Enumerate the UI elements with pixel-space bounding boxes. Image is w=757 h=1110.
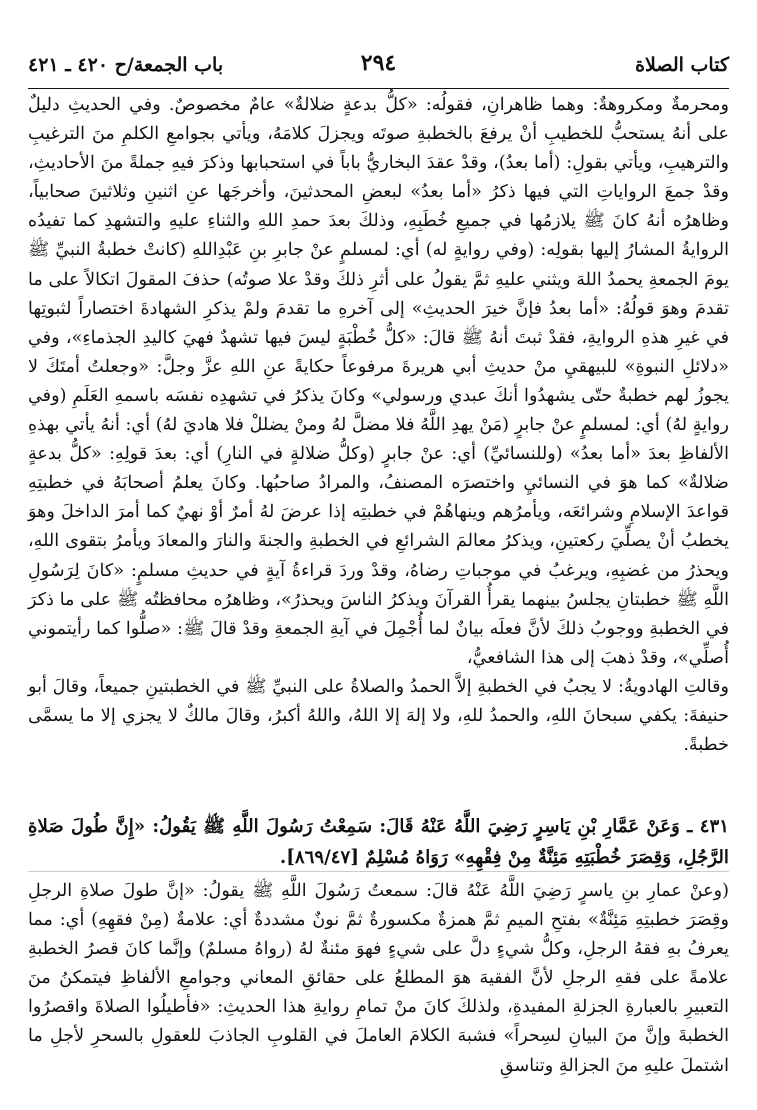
page-number: ٢٩٤	[360, 50, 397, 76]
chapter-title: باب الجمعة/ح ٤٢٠ ـ ٤٢١	[28, 54, 224, 76]
divider	[28, 871, 729, 872]
book-title: كتاب الصلاة	[635, 54, 729, 76]
page-header	[28, 50, 729, 84]
hadith-text: ٤٣١ ـ وَعَنْ عَمَّارِ بْنِ يَاسِرٍ رَضِيَ اللَّهُ عَنْهُ قَالَ: سَمِعْتُ رَسُولَ اللَّهِ ﷺ يَقُولُ: «إِنَّ طُولَ صَلاةِ الرَّجُلِ، وَقِصَرَ خُطْبَتِهِ مَئِنَّةٌ مِنْ فِقْهِهِ» رَوَاهُ مُسْلِمٌ [٨٦٩/٤٧].	[28, 816, 729, 868]
hadith-explanation: (وعنْ عمارِ بنِ ياسرٍ رَضِيَ اللَّهُ عَنْهُ قالَ: سمعتُ رَسُولَ اللَّهِ ﷺ يقولُ: «إنَّ طولَ صلاةِ الرجلِ وقِصَرَ خطبتِهِ مَئِنَّةٌ» بفتحِ الميمِ ثمَّ همزةٌ مكسورةٌ ثمَّ نونٌ مشددةٌ أي: علامةٌ (مِنْ فقهِهِ) أي: مما يعرفُ بهِ فقهُ الرجلِ، وكلُّ شيءٍ دلَّ على شيءٍ فهوَ مئنةٌ لهُ (رواهُ مسلمٌ) وإنَّما كانَ قصرُ الخطبةِ علامةً على فقهِ الرجلِ لأنَّ الفقيهَ هوَ المطلعُ على حقائقِ المعاني وجوامعِ الألفاظِ فيتمكنُ منَ التعبيرِ بالعبارةِ الجزلةِ المفيدةِ، ولذلكَ كانَ منْ تمامِ روايةِ هذا الحديثِ: «فأطيلُوا الصلاةَ واقصرُوا الخطبةَ وإنَّ منَ البيانِ لسِحراً» فشبهَ الكلامَ العاملَ في القلوبِ الجاذبَ للعقولِ بالسحرِ لأجلِ ما اشتملَ عليهِ منَ الجزالةِ وتناسقِ	[28, 881, 729, 1076]
commentary-paragraph: وقالتِ الهادويةُ: لا يجبُ في الخطبةِ إلاَّ الحمدُ والصلاةُ على النبيِّ ﷺ في الخطبتينِ جميعاً، وقالَ أبو حنيفةَ: يكفي سبحانَ اللهِ، والحمدُ للهِ، ولا إلهَ إلا اللهُ، واللهُ أكبرُ، وقالَ مالكٌ لا يجزي إلا ما يسمَّى خطبةً.	[28, 676, 729, 756]
commentary-block	[28, 91, 729, 760]
header-rule	[28, 88, 729, 89]
commentary-paragraph: ومحرمةٌ ومكروهةٌ: وهما ظاهرانِ، فقولُه: «كلُّ بدعةٍ ضلالةٌ» عامٌ مخصوصٌ. وفي الحديثِ دليلٌ على أنهُ يستحبُّ للخطيبِ أنْ يرفعَ بالخطبةِ صوتَه ويجزلَ كلامَهُ، ويأتي بجوامعِ الكلمِ منَ الترغيبِ والترهيبِ، ويأتي بقولِ: (أما بعدُ)، وقدْ عقدَ البخاريُّ باباً في استحبابها وذكرَ فيهِ جملةً منَ الأحاديثِ، وقدْ جمعَ الرواياتِ التي فيها ذكرُ «أما بعدُ» لبعضِ المحدثينَ، وأخرجَها عنِ اثنينِ وثلاثينَ صحابياً، وظاهرُه أنهُ كانَ ﷺ يلازمُها في جميعِ خُطَبِهِ، وذلكَ بعدَ حمدِ اللهِ والثناءِ عليهِ والتشهدِ كما تفيدُه الروايةُ المشارُ إليها بقولِه: (وفي روايةٍ له) أي: لمسلمٍ عنْ جابرِ بنِ عَبْدِاللهِ (كانتْ خطبةُ النبيِّ ﷺ يومَ الجمعةِ يحمدُ اللهَ ويثني عليهِ ثمَّ يقولُ على أثرِ ذلكَ وقدْ علا صوتُه) حذفَ المقولَ اتكالاً على ما تقدمَ وهوَ قولُهُ: «أما بعدُ فإنَّ خيرَ الحديثِ» إلى آخرهِ ما تقدمَ ولمْ يذكرِ الشهادةَ اختصاراً لثبوتِها في غيرِ هذهِ الروايةِ، فقدْ ثبتَ أنهُ ﷺ قالَ: «كلُّ خُطْبَةٍ ليسَ فيها تشهدٌ فهيَ كاليدِ الجذماءِ»، وفي «دلائلِ النبوةِ» للبيهقيِ منْ حديثِ أبي هريرةَ مرفوعاً حكايةً عنِ اللهِ عزَّ وجلَّ: «وجعلتُ أمتَكَ لا يجوزُ لهم خطبةٌ حتّى يشهدُوا أنكَ عبدي ورسولي» وكانَ يذكرُ في تشهدِه نفسَه باسمهِ العَلَمِ (وفي روايةٍ لهُ) أي: لمسلمٍ عنْ جابرٍ (مَنْ يهدِ اللَّهُ فلا مضلَّ لهُ ومنْ يضللْ فلا هاديَ لهُ) أي: أنهُ يأتي بهذهِ الألفاظِ بعدَ «أما بعدُ» (وللنسائيِّ) أي: عنْ جابرٍ (وكلُّ ضلالةٍ في النارِ) أي: بعدَ قولِهِ: «كلُّ بدعةٍ ضلالةٌ» كما هوَ في النسائيِ واختصرَه المصنفُ، والمرادُ صاحبُها. وكانَ يعلمُ أصحابَهُ في خطبتِهِ قواعدَ الإسلامِ وشرائعَه، ويأمرُهم وينهاهُمْ في خطبتِه إذا عرضَ لهُ أمرٌ أوْ نهيٌ كما أمرَ الداخلَ وهوَ يخطبُ أنْ يصلِّيَ ركعتينِ، ويذكرُ معالمَ الشرائعِ في الخطبةِ والجنةَ والنارَ والمعادَ ويأمرُ بتقوى اللهِ، ويحذرُ من غضبِهِ، ويرغبُ في موجباتِ رضاهُ، وقدْ وردَ قراءةُ آيةٍ في حديثِ مسلمٍ: «كانَ لِرَسُولِ اللَّهِ ﷺ خطبتانِ يجلسُ بينهما يقرأُ القرآنَ ويذكرُ الناسَ ويحذرُ»، وظاهرُه محافظتُه ﷺ على ما ذكرَ في الخطبةِ ووجوبُ ذلكَ لأنَّ فعلَه بيانٌ لما أُجْمِلَ في آيةِ الجمعةِ وقدْ قالَ ﷺ: «صلُّوا كما رأيتموني أُصلِّي»، وقدْ ذهبَ إلى هذا الشافعيُّ،	[28, 95, 729, 668]
